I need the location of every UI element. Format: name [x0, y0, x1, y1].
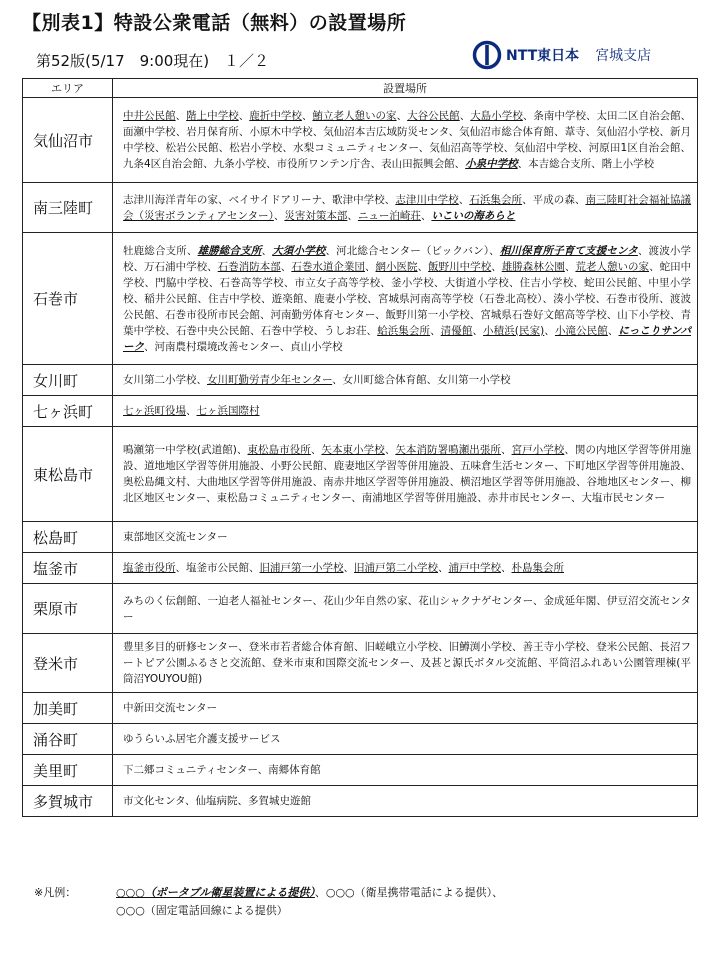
- legend-label: ※凡例：: [34, 886, 77, 899]
- location-name: 災害対策本部: [284, 209, 348, 222]
- location-name: 浦戸中学校: [448, 562, 501, 574]
- places-cell: [113, 584, 698, 634]
- location-name: 飯野川中学校: [428, 260, 492, 273]
- legend-row-1: [34, 884, 503, 902]
- table-row: [23, 724, 698, 755]
- location-text: 、: [430, 324, 441, 337]
- branch-name: 宮城支店: [595, 48, 652, 64]
- location-text: 、渡波小学校、万石浦中学校、: [123, 244, 692, 273]
- location-text: 女川第二小学校、: [123, 374, 207, 386]
- appendix-tag: 【別表1】: [22, 12, 114, 34]
- table-row: [23, 365, 698, 396]
- places-cell: [113, 724, 698, 755]
- table-row: [23, 183, 698, 233]
- table-row: [23, 553, 698, 584]
- location-text: みちのく伝創館、一迫老人福祉センター、花山少年自然の家、花山シャクナゲセンター、金成延年閣、伊豆沼交流センター: [123, 594, 691, 623]
- location-text: 、河南農村環境改善センター、貞山小学校: [144, 340, 343, 353]
- location-text: ゆうらいふ居宅介護支援サービス: [123, 733, 281, 745]
- location-name: 鮪立老人憩いの家: [312, 110, 397, 122]
- area-cell: 涌谷町: [23, 724, 113, 755]
- location-text: 、: [364, 260, 376, 273]
- version-line: [36, 50, 279, 71]
- location-text: 鳴瀬第一中学校(武道館)、: [123, 444, 248, 456]
- location-text: 、: [564, 260, 576, 273]
- location-name: 石巻消防本部: [217, 260, 281, 273]
- location-text: 、: [238, 110, 250, 122]
- location-name: 大谷公民館: [407, 110, 460, 122]
- location-text: 、: [301, 110, 313, 122]
- area-cell: 登米市: [23, 634, 113, 693]
- location-name: 清優館: [440, 324, 473, 337]
- location-text: 、条南中学校、太田二区自治会館、面瀬中学校、岩月保育所、小原木中学校、気仙沼本吉広域防災センタ、気仙沼市総合体育館、葦寺、気仙沼小学校、新月中学校、松岩公民館、松岩小学校、水梨コミュニティセンター、気仙沼高等学校、気仙沼中学校、河原田1区自治会館、九条4区自治会館、九条小学校、市役所ワンテン庁舎、表山田振興会館、: [123, 110, 692, 170]
- location-text: 、: [273, 209, 285, 222]
- location-text: 、: [458, 193, 470, 206]
- location-text: 、: [544, 324, 555, 337]
- area-cell: 美里町: [23, 755, 113, 786]
- location-text: 、: [420, 209, 432, 222]
- location-text: 、: [417, 260, 429, 273]
- legend: [34, 884, 503, 920]
- table-row: [23, 693, 698, 724]
- table-row: [23, 786, 698, 817]
- location-text: 、: [343, 562, 354, 574]
- places-cell: [113, 427, 698, 522]
- location-text: 、: [384, 444, 396, 456]
- column-header-area: エリア: [23, 79, 113, 98]
- location-text: 、: [261, 244, 273, 257]
- table-row: [23, 634, 698, 693]
- location-name: 宮戸小学校: [511, 444, 565, 456]
- places-cell: [113, 786, 698, 817]
- location-name: 大須小学校: [272, 244, 326, 257]
- location-text: 豊里多目的研修センター、登米市若者総合体育館、旧嵯峨立小学校、旧鱒渕小学校、善王寺小学校、登米公民館、長沼フートピア公園ふるさと交流館、登米市東和国際交流センター、及甚と源氏ボタル交流館、平筒沼ふれあい公園管理棟(平筒沼YOUYOU館): [123, 641, 691, 685]
- location-name: 相川保育所子育て支援センタ: [499, 244, 638, 257]
- location-name: 塩釜市役所: [123, 562, 176, 574]
- location-text: 牡鹿総合支所、: [123, 244, 198, 257]
- location-name: 小積浜(民家): [483, 324, 545, 337]
- table-row: [23, 98, 698, 183]
- table-row: [23, 584, 698, 634]
- location-text: 、: [459, 110, 471, 122]
- area-cell: 南三陸町: [23, 183, 113, 233]
- ntt-logo-icon: [472, 40, 502, 70]
- location-text: 、蛇田中学校、門脇中学校、石巻高等学校、市立女子高等学校、釜小学校、大街道小学校、住吉小学校、蛇田公民館、中里小学校、稲井公民館、住吉中学校、遊楽館、鹿妻小学校、宮城県河南高等学校（石巻北高校）、湊小学校、石巻市役所、渡波公民館、石巻市役所市民会館、河南勤労体育センター、飯野川第一小学校、宮城県石巻好文館高等学校、山下小学校、青葉中学校、石巻中央公民館、石巻中学校、うしお荘、: [123, 260, 692, 337]
- table-row: [23, 233, 698, 365]
- table-row: [23, 427, 698, 522]
- location-text: 、: [175, 110, 187, 122]
- location-text: 、女川町総合体育館、女川第一小学校: [332, 374, 511, 386]
- location-text: 下二郷コミュニティセンター、南郷体育館: [123, 764, 321, 776]
- location-name: 七ヶ浜町役場: [123, 405, 186, 417]
- area-cell: 東松島市: [23, 427, 113, 522]
- location-name: 志津川中学校: [395, 193, 459, 206]
- location-name: 網小医院: [375, 260, 418, 273]
- location-table: [22, 78, 698, 817]
- area-cell: 石巻市: [23, 233, 113, 365]
- company-name: NTT東日本: [506, 48, 580, 64]
- places-cell: [113, 98, 698, 183]
- places-cell: [113, 233, 698, 365]
- legend-satellite: ○○○（衛星携帯電話による提供）: [325, 886, 493, 899]
- location-text: 、: [501, 562, 512, 574]
- table-row: [23, 755, 698, 786]
- location-name: 七ヶ浜国際村: [196, 405, 260, 417]
- location-name: 石浜集会所: [469, 193, 523, 206]
- legend-separator: 、: [314, 886, 326, 899]
- location-name: ニュー泊崎荘: [357, 209, 421, 222]
- location-text: 志津川海洋青年の家、ベイサイドアリーナ、歌津中学校、: [123, 193, 396, 206]
- location-text: 東部地区交流センター: [123, 531, 228, 543]
- area-cell: 七ヶ浜町: [23, 396, 113, 427]
- location-name: 旧浦戸第二小学校: [354, 562, 438, 574]
- location-name: 朴島集会所: [511, 562, 564, 574]
- location-text: 、: [347, 209, 358, 222]
- title-text: 特設公衆電話（無料）の設置場所: [113, 12, 407, 34]
- location-text: 市文化センタ、仙塩病院、多賀城史遊館: [123, 795, 311, 807]
- places-cell: [113, 693, 698, 724]
- location-text: 、: [186, 405, 197, 417]
- places-cell: [113, 634, 698, 693]
- area-cell: 松島町: [23, 522, 113, 553]
- location-name: 蛤浜集会所: [377, 324, 431, 337]
- location-text: 、: [396, 110, 408, 122]
- legend-fixed: ○○○（固定電話回線による提供）: [116, 904, 288, 917]
- location-name: 石巻水道企業団: [291, 260, 365, 273]
- area-cell: 栗原市: [23, 584, 113, 634]
- column-header-places: 設置場所: [113, 79, 698, 98]
- location-name: いこいの海あらと: [431, 209, 516, 222]
- places-cell: [113, 183, 698, 233]
- location-name: 小泉中学校: [465, 158, 518, 170]
- location-name: 荒老人憩いの家: [575, 260, 650, 273]
- area-cell: 加美町: [23, 693, 113, 724]
- location-name: 鹿折中学校: [249, 110, 302, 122]
- places-cell: [113, 522, 698, 553]
- location-text: 、: [501, 444, 512, 456]
- location-text: 中新田交流センター: [123, 702, 218, 714]
- places-cell: [113, 365, 698, 396]
- places-cell: [113, 396, 698, 427]
- location-name: 女川町勤労青少年センター: [207, 374, 333, 386]
- location-text: 、: [280, 260, 292, 273]
- location-text: 、河北総合センター（ビックバン）、: [325, 244, 500, 257]
- version-text: 第52版(5/17 9:00現在): [36, 52, 210, 70]
- location-text: 、: [491, 260, 502, 273]
- location-name: 大島小学校: [470, 110, 523, 122]
- area-cell: 塩釜市: [23, 553, 113, 584]
- location-text: 、平成の森、: [522, 193, 586, 206]
- location-name: 東松島市役所: [247, 444, 311, 456]
- company-logo: [472, 40, 651, 70]
- location-text: 、: [607, 324, 619, 337]
- area-cell: 多賀城市: [23, 786, 113, 817]
- location-name: 矢本消防署鳴瀬出張所: [395, 444, 501, 456]
- legend-row-2: [34, 902, 503, 920]
- location-text: 、: [472, 324, 484, 337]
- location-name: 矢本東小学校: [321, 444, 385, 456]
- location-text: 、: [310, 444, 322, 456]
- area-cell: 気仙沼市: [23, 98, 113, 183]
- location-name: 旧浦戸第一小学校: [259, 562, 344, 574]
- legend-separator: 、: [492, 886, 504, 899]
- places-cell: [113, 553, 698, 584]
- location-text: 、本吉総合支所、階上小学校: [517, 158, 655, 170]
- location-name: 南三陸町社会福祉協議会（災害ボランティアセンター）: [123, 193, 692, 222]
- table-header-row: [23, 79, 698, 98]
- page-indicator: １／２: [223, 52, 269, 70]
- document-title: [22, 8, 406, 35]
- table-row: [23, 522, 698, 553]
- location-name: 小滝公民館: [554, 324, 608, 337]
- legend-portable: ○○○（ポータブル衛星装置による提供）: [116, 886, 315, 899]
- area-cell: 女川町: [23, 365, 113, 396]
- location-name: にっこりサンパーク: [123, 324, 692, 353]
- location-name: 雄勝総合支所: [197, 244, 262, 257]
- table-row: [23, 396, 698, 427]
- location-name: 雄勝森林公園: [501, 260, 565, 273]
- places-cell: [113, 755, 698, 786]
- location-text: 、塩釜市公民館、: [175, 562, 260, 574]
- location-text: 、: [438, 562, 449, 574]
- location-name: 中井公民館: [123, 110, 176, 122]
- location-name: 階上中学校: [186, 110, 239, 122]
- location-text: 、関の内地区学習等併用施設、道地地区学習等併用施設、小野公民館、鹿妻地区学習等併用施設、五味倉生活センター、下町地区学習等併用施設、奥松島縄文村、大曲地区学習等併用施設、南赤井地区学習等併用施設、横沼地区学習等併用施設、谷地地区センター、柳北区地区センター、東松島コミュニティセンター、南浦地区学習等併用施設、赤井市民センター、大塩市民センター: [123, 444, 692, 504]
